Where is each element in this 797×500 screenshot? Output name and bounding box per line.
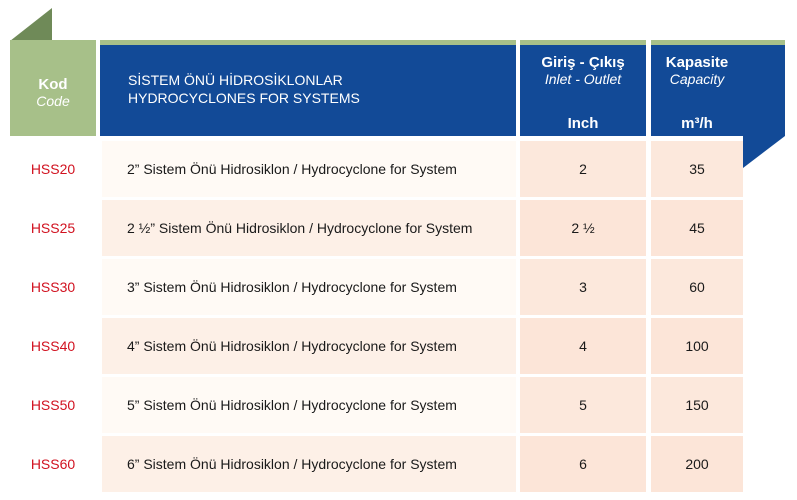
title-line-en: HYDROCYCLONES FOR SYSTEMS bbox=[128, 90, 360, 106]
capacity-header-text bbox=[651, 54, 743, 88]
table-row bbox=[0, 141, 797, 197]
table-row bbox=[0, 200, 797, 256]
cap-label: Kapasite bbox=[665, 54, 729, 71]
table-row bbox=[0, 436, 797, 492]
io-label: Giriş - Çıkış bbox=[541, 54, 625, 71]
code-label-en: Code bbox=[36, 93, 70, 109]
row-description: 2” Sistem Önü Hidrosiklon / Hydrocyclone for System bbox=[127, 161, 457, 177]
row-description: 3” Sistem Önü Hidrosiklon / Hydrocyclone for System bbox=[127, 279, 457, 295]
row-code: HSS20 bbox=[30, 161, 76, 177]
table-title bbox=[128, 71, 360, 107]
row-capacity: 200 bbox=[685, 456, 709, 472]
row-capacity: 45 bbox=[689, 220, 705, 236]
row-capacity: 35 bbox=[689, 161, 705, 177]
code-header-text bbox=[10, 76, 96, 110]
row-inlet-outlet: 2 bbox=[579, 161, 587, 177]
cap-label-en: Capacity bbox=[669, 71, 725, 87]
table-row bbox=[0, 318, 797, 374]
row-code: HSS25 bbox=[30, 220, 76, 236]
row-inlet-outlet: 6 bbox=[579, 456, 587, 472]
row-inlet-outlet: 4 bbox=[579, 338, 587, 354]
row-description: 6” Sistem Önü Hidrosiklon / Hydrocyclone for System bbox=[127, 456, 457, 472]
row-code: HSS60 bbox=[30, 456, 76, 472]
row-code: HSS40 bbox=[30, 338, 76, 354]
row-code: HSS50 bbox=[30, 397, 76, 413]
table-row bbox=[0, 259, 797, 315]
cap-unit: m³/h bbox=[681, 115, 713, 132]
row-code: HSS30 bbox=[30, 279, 76, 295]
code-header-fold-decoration bbox=[10, 8, 52, 41]
row-description: 5” Sistem Önü Hidrosiklon / Hydrocyclone for System bbox=[127, 397, 457, 413]
table-row bbox=[0, 377, 797, 433]
row-description: 2 ½” Sistem Önü Hidrosiklon / Hydrocyclone for System bbox=[127, 220, 473, 236]
title-line-tr: SİSTEM ÖNÜ HİDROSİKLONLAR bbox=[128, 72, 343, 88]
io-label-en: Inlet - Outlet bbox=[544, 71, 622, 87]
row-capacity: 60 bbox=[689, 279, 705, 295]
row-inlet-outlet: 5 bbox=[579, 397, 587, 413]
row-capacity: 150 bbox=[685, 397, 709, 413]
row-capacity: 100 bbox=[685, 338, 709, 354]
inlet-outlet-header-text bbox=[520, 54, 646, 88]
code-label: Kod bbox=[38, 76, 68, 93]
row-inlet-outlet: 3 bbox=[579, 279, 587, 295]
row-description: 4” Sistem Önü Hidrosiklon / Hydrocyclone for System bbox=[127, 338, 457, 354]
io-unit: Inch bbox=[567, 115, 599, 132]
row-inlet-outlet: 2 ½ bbox=[571, 220, 595, 236]
